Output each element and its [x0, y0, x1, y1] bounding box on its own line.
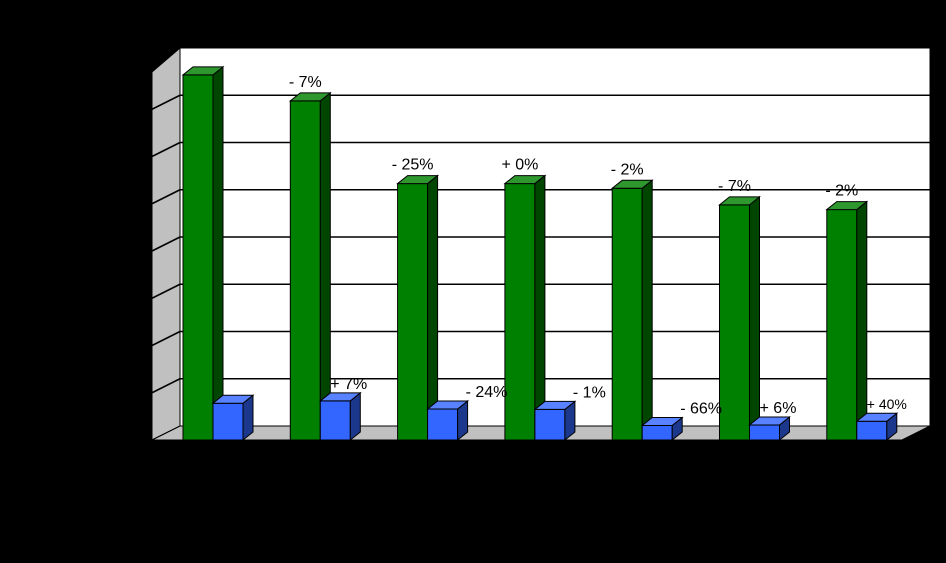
label-series-2: - 1% [572, 384, 606, 402]
bar-front [535, 409, 565, 440]
bar-series-2 [213, 395, 253, 440]
bar-side [213, 67, 223, 440]
bar-series-1 [183, 67, 223, 440]
label-series-1: - 7% [718, 177, 751, 195]
bar-side [428, 176, 438, 440]
bar-series-2 [642, 417, 682, 440]
bar-series-2 [428, 401, 468, 440]
label-series-2: - 24% [465, 383, 508, 401]
label-series-1: + 0% [501, 156, 539, 174]
bar-front [505, 184, 535, 440]
label-series-2: - 66% [680, 400, 722, 418]
bar-front [290, 101, 320, 440]
bar-series-1 [505, 176, 545, 440]
bar-side [642, 180, 652, 440]
bar-series-1 [612, 180, 652, 440]
bar-series-1 [827, 202, 867, 440]
bar-series-2 [320, 393, 360, 440]
bar-front [612, 188, 642, 440]
bar-front [857, 421, 887, 440]
label-series-2: + 6% [759, 400, 797, 418]
bar-side [857, 202, 867, 440]
bar-series-2 [535, 401, 575, 440]
label-series-2: + 7% [330, 375, 368, 393]
bar-front [183, 75, 213, 440]
bar-series-1 [290, 93, 330, 440]
bar-front [750, 425, 780, 440]
bar-series-1 [720, 197, 760, 440]
bar-front [720, 205, 750, 440]
label-series-1: - 2% [825, 182, 859, 200]
bar-front [827, 210, 857, 440]
bar-series-2 [857, 413, 897, 440]
bar-front [428, 409, 458, 440]
label-series-1: - 7% [288, 73, 322, 91]
bar-side [535, 176, 545, 440]
bar-front [213, 403, 243, 440]
bar-series-2 [750, 417, 790, 440]
bar-front [320, 401, 350, 440]
label-series-2: + 40% [866, 396, 907, 413]
bar-front [642, 425, 672, 440]
bar-side [750, 197, 760, 440]
bar-side [320, 93, 330, 440]
bar-series-1 [398, 176, 438, 440]
bar-front [398, 184, 428, 440]
label-series-1: - 25% [391, 156, 434, 174]
label-series-1: - 2% [610, 161, 644, 179]
